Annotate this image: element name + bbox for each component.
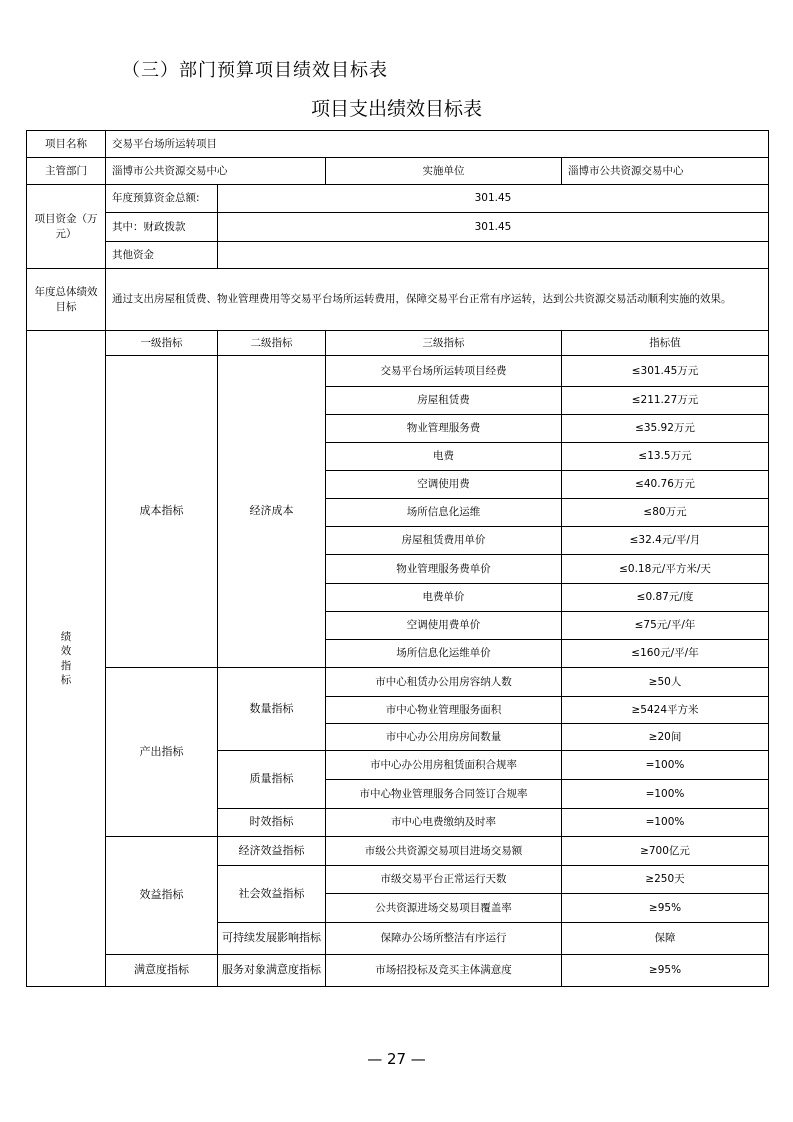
indicator-value: ≤35.92万元 — [562, 415, 769, 443]
level3-cell: 电费单价 — [326, 584, 562, 612]
level3-cell: 房屋租赁费 — [326, 387, 562, 415]
level3-cell: 市中心办公用房房间数量 — [326, 724, 562, 751]
indicator-value: ≤211.27万元 — [562, 387, 769, 415]
level3-cell: 电费 — [326, 443, 562, 471]
annual-budget-label: 年度预算资金总额: — [106, 185, 218, 213]
indicator-value: ≥50人 — [562, 668, 769, 697]
dept-label: 主管部门 — [27, 158, 106, 185]
other-funds-value — [218, 242, 769, 269]
performance-target-table — [26, 130, 769, 987]
level1-cost: 成本指标 — [106, 356, 218, 668]
level2-quality: 质量指标 — [218, 751, 326, 809]
indicator-value: =100% — [562, 751, 769, 780]
indicator-value: =100% — [562, 809, 769, 837]
level3-cell: 市中心电费缴纳及时率 — [326, 809, 562, 837]
header-value: 指标值 — [562, 331, 769, 356]
project-name-value: 交易平台场所运转项目 — [106, 131, 769, 158]
indicator-value: 保障 — [562, 923, 769, 955]
indicator-value: ≤80万元 — [562, 499, 769, 527]
annual-goal-label: 年度总体绩效目标 — [27, 269, 106, 331]
project-name-label: 项目名称 — [27, 131, 106, 158]
header-level1: 一级指标 — [106, 331, 218, 356]
level3-cell: 空调使用费单价 — [326, 612, 562, 640]
level3-cell: 交易平台场所运转项目经费 — [326, 356, 562, 387]
level3-cell: 市中心租赁办公用房容纳人数 — [326, 668, 562, 697]
indicator-value: ≤301.45万元 — [562, 356, 769, 387]
level3-cell: 物业管理服务费 — [326, 415, 562, 443]
indicator-value: ≤32.4元/平/月 — [562, 527, 769, 555]
indicator-value: ≤160元/平/年 — [562, 640, 769, 668]
dept-value: 淄博市公共资源交易中心 — [106, 158, 326, 185]
indicator-value: ≥250天 — [562, 866, 769, 894]
level2-social-benefit: 社会效益指标 — [218, 866, 326, 923]
unit-value: 淄博市公共资源交易中心 — [562, 158, 769, 185]
indicator-value: ≥700亿元 — [562, 837, 769, 866]
indicator-value: ≥20间 — [562, 724, 769, 751]
header-level3: 三级指标 — [326, 331, 562, 356]
level3-cell: 场所信息化运维单价 — [326, 640, 562, 668]
indicator-value: ≤75元/平/年 — [562, 612, 769, 640]
level2-sustainability: 可持续发展影响指标 — [218, 923, 326, 955]
level3-cell: 市中心物业管理服务合同签订合规率 — [326, 780, 562, 809]
funds-label: 项目资金（万元） — [27, 185, 106, 269]
level3-cell: 市中心办公用房租赁面积合规率 — [326, 751, 562, 780]
section-title: （三）部门预算项目绩效目标表 — [122, 60, 388, 81]
header-level2: 二级指标 — [218, 331, 326, 356]
level3-cell: 市中心物业管理服务面积 — [326, 697, 562, 724]
indicator-value: ≤0.87元/度 — [562, 584, 769, 612]
level3-cell: 市级交易平台正常运行天数 — [326, 866, 562, 894]
document-title: 项目支出绩效目标表 — [310, 98, 482, 120]
indicator-value: ≥95% — [562, 955, 769, 987]
indicator-value: ≤40.76万元 — [562, 471, 769, 499]
level3-cell: 空调使用费 — [326, 471, 562, 499]
level3-cell: 市场招投标及竞买主体满意度 — [326, 955, 562, 987]
other-funds-label: 其他资金 — [106, 242, 218, 269]
fiscal-allocation-label: 其中：财政拨款 — [106, 213, 218, 242]
level3-cell: 场所信息化运维 — [326, 499, 562, 527]
level3-cell: 市级公共资源交易项目进场交易额 — [326, 837, 562, 866]
page-number: — 27 — — [367, 1050, 426, 1068]
level1-satisfaction: 满意度指标 — [106, 955, 218, 987]
indicators-side-label: 绩效指标 — [27, 331, 106, 987]
indicator-value: =100% — [562, 780, 769, 809]
annual-goal-value: 通过支出房屋租赁费、物业管理费用等交易平台场所运转费用，保障交易平台正常有序运转，达到公共资源交易活动顺利实施的效果。 — [106, 269, 769, 331]
level2-economic-benefit: 经济效益指标 — [218, 837, 326, 866]
indicator-value: ≤0.18元/平方米/天 — [562, 555, 769, 584]
indicator-value: ≥95% — [562, 894, 769, 923]
level2-timeliness: 时效指标 — [218, 809, 326, 837]
level3-cell: 公共资源进场交易项目覆盖率 — [326, 894, 562, 923]
level2-quantity: 数量指标 — [218, 668, 326, 751]
indicator-value: ≤13.5万元 — [562, 443, 769, 471]
level1-output: 产出指标 — [106, 668, 218, 837]
level3-cell: 房屋租赁费用单价 — [326, 527, 562, 555]
level3-cell: 物业管理服务费单价 — [326, 555, 562, 584]
unit-label: 实施单位 — [326, 158, 562, 185]
level3-cell: 保障办公场所整洁有序运行 — [326, 923, 562, 955]
level2-economic-cost: 经济成本 — [218, 356, 326, 668]
level2-service-satisfaction: 服务对象满意度指标 — [218, 955, 326, 987]
level1-benefit: 效益指标 — [106, 837, 218, 955]
annual-budget-value: 301.45 — [218, 185, 769, 213]
indicator-value: ≥5424平方米 — [562, 697, 769, 724]
fiscal-allocation-value: 301.45 — [218, 213, 769, 242]
